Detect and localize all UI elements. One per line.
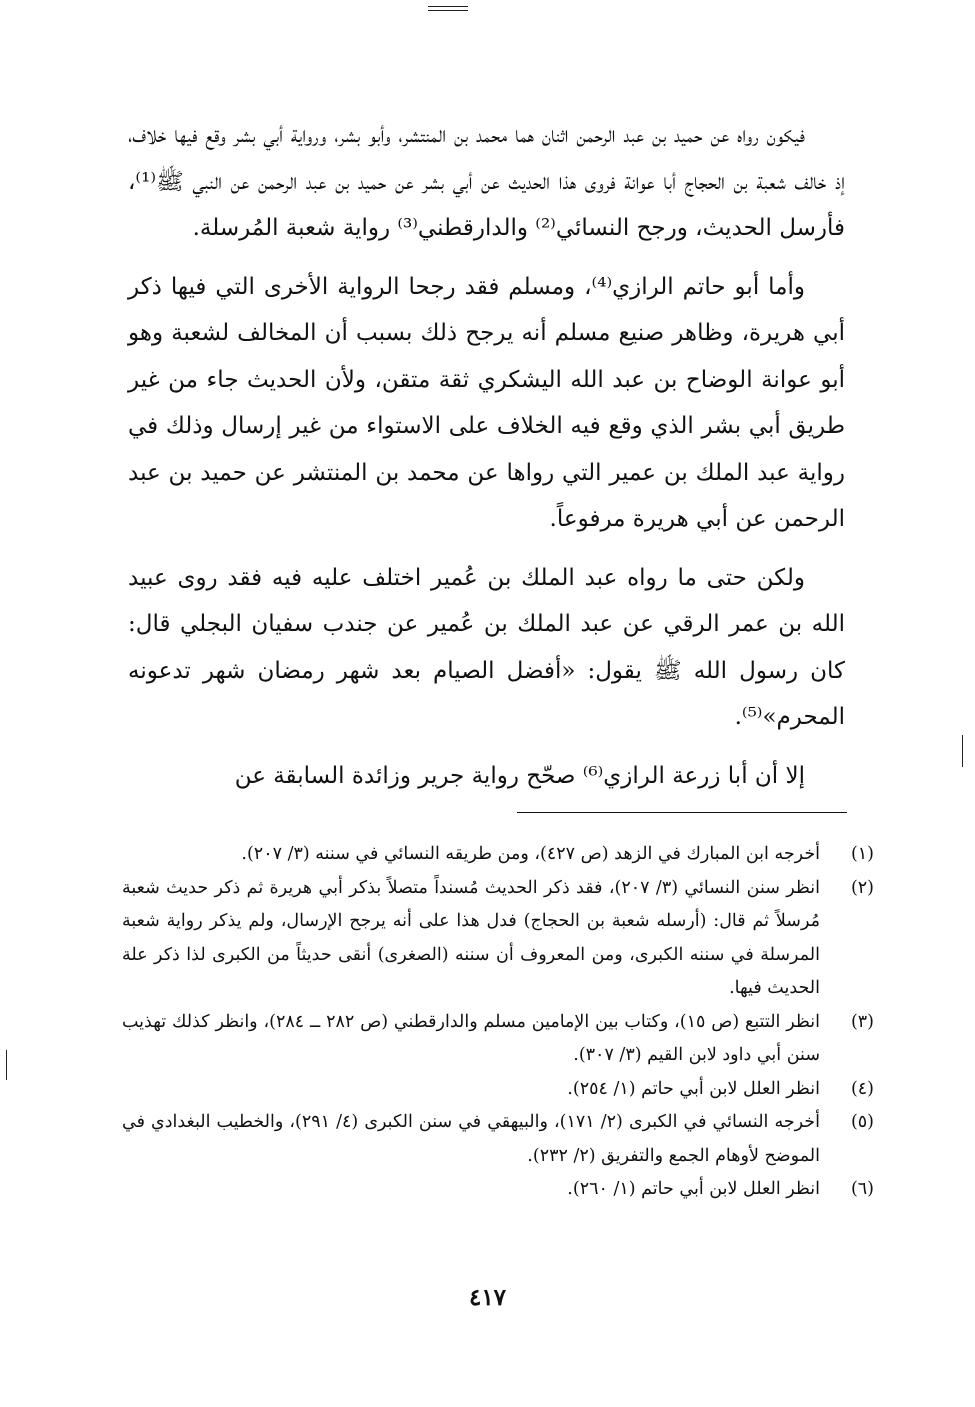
footnote-text: انظر العلل لابن أبي حاتم (١/ ٢٦٠). xyxy=(567,1179,820,1199)
footnotes xyxy=(122,838,874,1207)
footnote-number: (٦) xyxy=(850,1179,874,1199)
page-number: ٤١٧ xyxy=(468,1284,507,1311)
paragraph-1: فيكون رواه عن حميد بن عبد الرحمن اثنان هما محمد بن المنتشر، وأبو بشر، ورواية أبي بشر وقع فيها خلاف، إذ خالف شعبة بن الحجاج أبا عوانة فروى هذا الحديث عن أبي بشر عن حميد بن عبد الرحمن عن النبي ﷺ⁽¹⁾، فأرسل الحديث، ورجح النسائي⁽²⁾ والدارقطني⁽³⁾ رواية شعبة المُرسلة. xyxy=(128,122,845,241)
paragraph-3: ولكن حتى ما رواه عبد الملك بن عُمير اختلف عليه فيه فقد روى عبيد الله بن عمر الرقي عن عبد الملك بن عُمير عن جندب سفيان البجلي قال: كان رسول الله ﷺ يقول: «أفضل الصيام بعد شهر رمضان شهر تدعونه المحرم»⁽⁵⁾. xyxy=(128,564,845,730)
footnote-text: انظر سنن النسائي (٣/ ٢٠٧)، فقد ذكر الحديث مُسنداً متصلاً بذكر أبي هريرة ثم ذكر حديث شعبة مُرسلاً ثم قال: (أرسله شعبة بن الحجاج) فدل هذا على أنه يرجح الإرسال، ولم يذكر رواية شعبة المرسلة في سننه الكبرى، ومن المعروف أن سننه (الصغرى) أنقى حديثاً من الكبرى لذا ذكر علة الحديث فيها. xyxy=(122,877,821,998)
footnote-number: (١) xyxy=(850,844,874,864)
footnote-4 xyxy=(122,1073,874,1107)
footnote-text: أخرجه ابن المبارك في الزهد (ص ٤٢٧)، ومن طريقه النسائي في سننه (٣/ ٢٠٧). xyxy=(241,844,820,864)
footnote-number: (٣) xyxy=(850,1011,874,1032)
footnote-number: (٤) xyxy=(850,1078,874,1099)
paragraph-2: وأما أبو حاتم الرازي⁽⁴⁾، ومسلم فقد رجحا الرواية الأخرى التي فيها ذكر أبي هريرة، وظاهر صنيع مسلم أنه يرجح ذلك بسبب أن المخالف لشعبة وهو أبو عوانة الوضاح بن عبد الله اليشكري ثقة متقن، ولأن الحديث جاء من غير طريق أبي بشر الذي وقع فيه الخلاف على الاستواء من غير إرسال وذلك في رواية عبد الملك بن عمير التي رواها عن محمد بن المنتشر عن حميد بن عبد الرحمن عن أبي هريرة مرفوعاً. xyxy=(128,273,845,532)
footnote-5 xyxy=(122,1106,874,1173)
scan-mark-top-2 xyxy=(428,10,468,11)
footnote-text: انظر التتبع (ص ١٥)، وكتاب بين الإمامين مسلم والدارقطني (ص ٢٨٢ ــ ٢٨٤)، وانظر كذلك تهذيب سنن أبي داود لابن القيم (٣/ ٣٠٧). xyxy=(122,1011,820,1065)
footnote-text: أخرجه النسائي في الكبرى (٢/ ١٧١)، والبيهقي في سنن الكبرى (٤/ ٢٩١)، والخطيب البغدادي في الموضح لأوهام الجمع والتفريق (٢/ ٢٣٢). xyxy=(122,1112,820,1166)
scan-mark-top xyxy=(428,6,468,7)
footnote-separator xyxy=(517,812,847,813)
main-text xyxy=(128,112,845,799)
footnote-text: انظر العلل لابن أبي حاتم (١/ ٢٥٤). xyxy=(567,1078,820,1099)
footnote-number: (٢) xyxy=(850,877,874,898)
scan-mark-right xyxy=(962,735,963,767)
scan-mark-left xyxy=(6,1050,7,1080)
paragraph-4: إلا أن أبا زرعة الرازي⁽⁶⁾ صحّح رواية جرير وزائدة السابقة عن xyxy=(234,762,805,789)
footnote-1 xyxy=(122,838,874,872)
footnote-3 xyxy=(122,1006,874,1073)
footnote-6 xyxy=(122,1173,874,1207)
footnote-number: (٥) xyxy=(850,1112,874,1132)
footnote-2 xyxy=(122,872,874,1006)
